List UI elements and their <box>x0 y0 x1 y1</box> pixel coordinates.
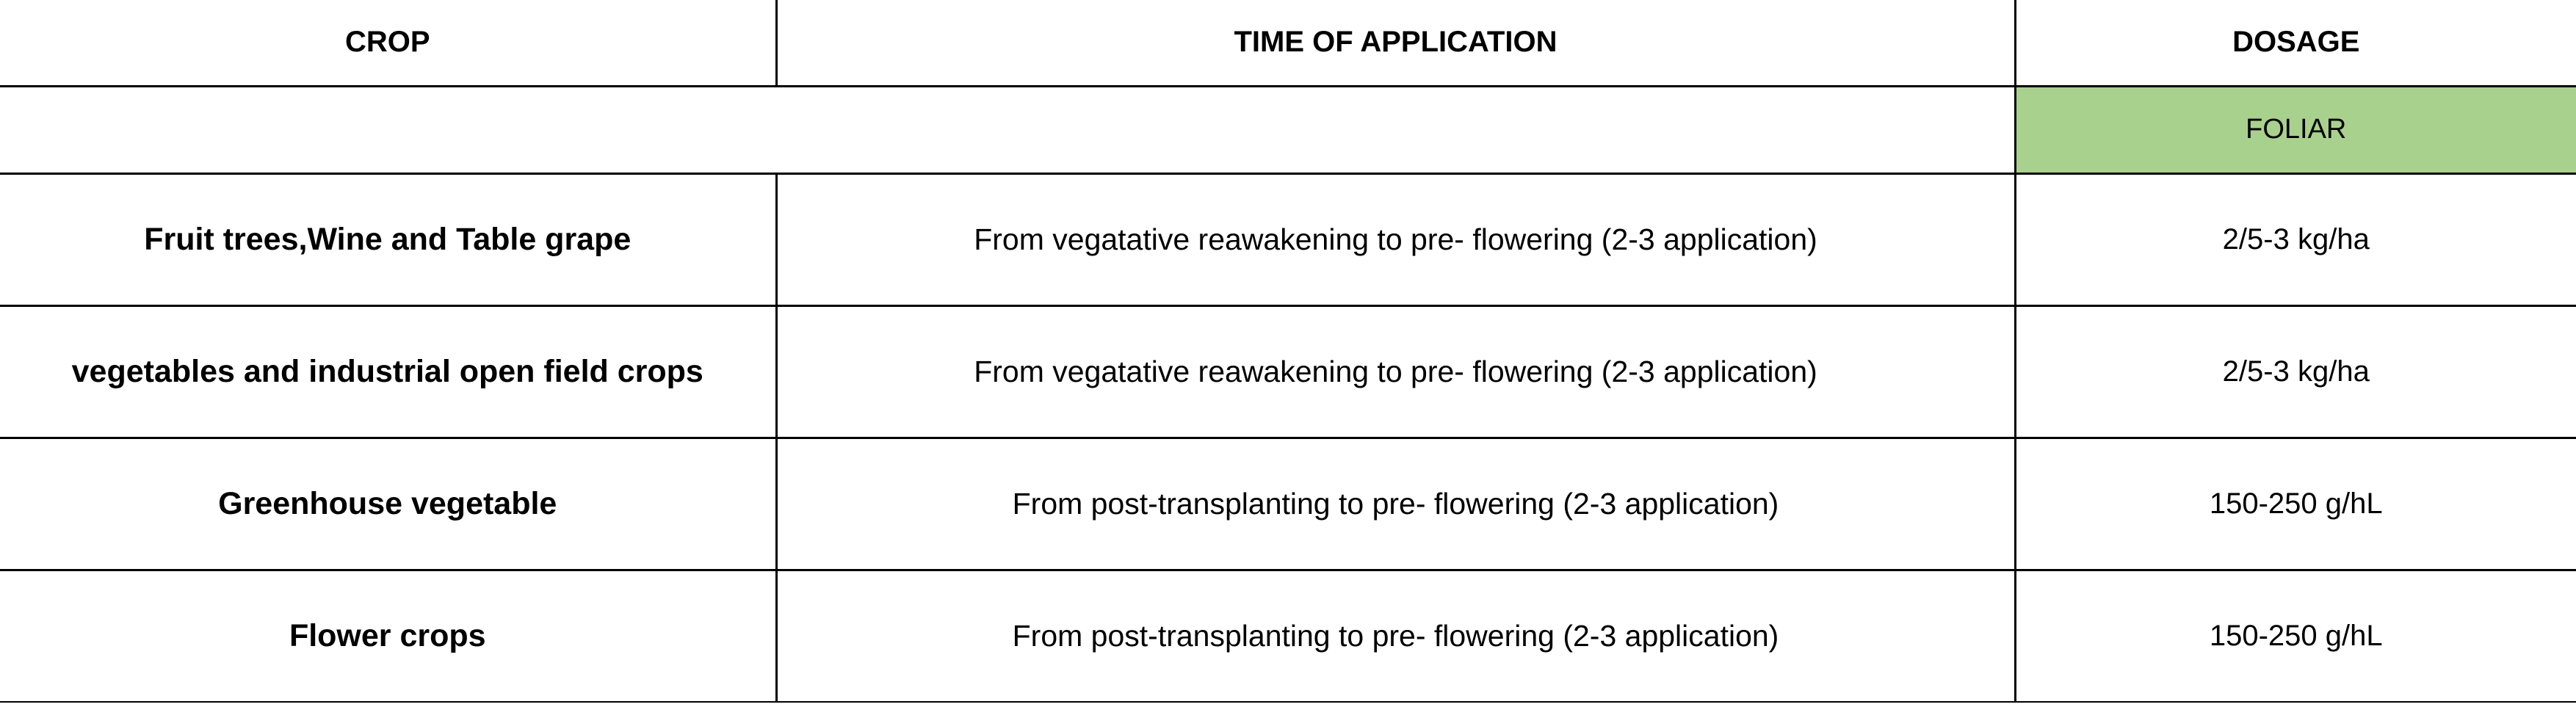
dosage-cell: 2/5-3 kg/ha <box>2015 305 2576 438</box>
header-dosage: DOSAGE <box>2015 0 2576 86</box>
table-header-row <box>0 0 2576 86</box>
time-cell: From post-transplanting to pre- flowering (2-3 application) <box>776 438 2015 570</box>
subheader-blank-cell <box>0 86 2015 173</box>
crop-cell: Flower crops <box>0 570 776 702</box>
header-time-of-application: TIME OF APPLICATION <box>776 0 2015 86</box>
dosage-cell: 2/5-3 kg/ha <box>2015 173 2576 305</box>
subheader-foliar: FOLIAR <box>2015 86 2576 173</box>
table-row <box>0 173 2576 305</box>
crop-cell: vegetables and industrial open field crops <box>0 305 776 438</box>
time-cell: From post-transplanting to pre- flowering (2-3 application) <box>776 570 2015 702</box>
table-subheader-row <box>0 86 2576 173</box>
header-crop: CROP <box>0 0 776 86</box>
crop-cell: Fruit trees,Wine and Table grape <box>0 173 776 305</box>
dosage-cell: 150-250 g/hL <box>2015 438 2576 570</box>
table-row <box>0 570 2576 702</box>
table-row <box>0 438 2576 570</box>
table-row <box>0 305 2576 438</box>
time-cell: From vegatative reawakening to pre- flowering (2-3 application) <box>776 173 2015 305</box>
dosage-cell: 150-250 g/hL <box>2015 570 2576 702</box>
crop-cell: Greenhouse vegetable <box>0 438 776 570</box>
time-cell: From vegatative reawakening to pre- flowering (2-3 application) <box>776 305 2015 438</box>
